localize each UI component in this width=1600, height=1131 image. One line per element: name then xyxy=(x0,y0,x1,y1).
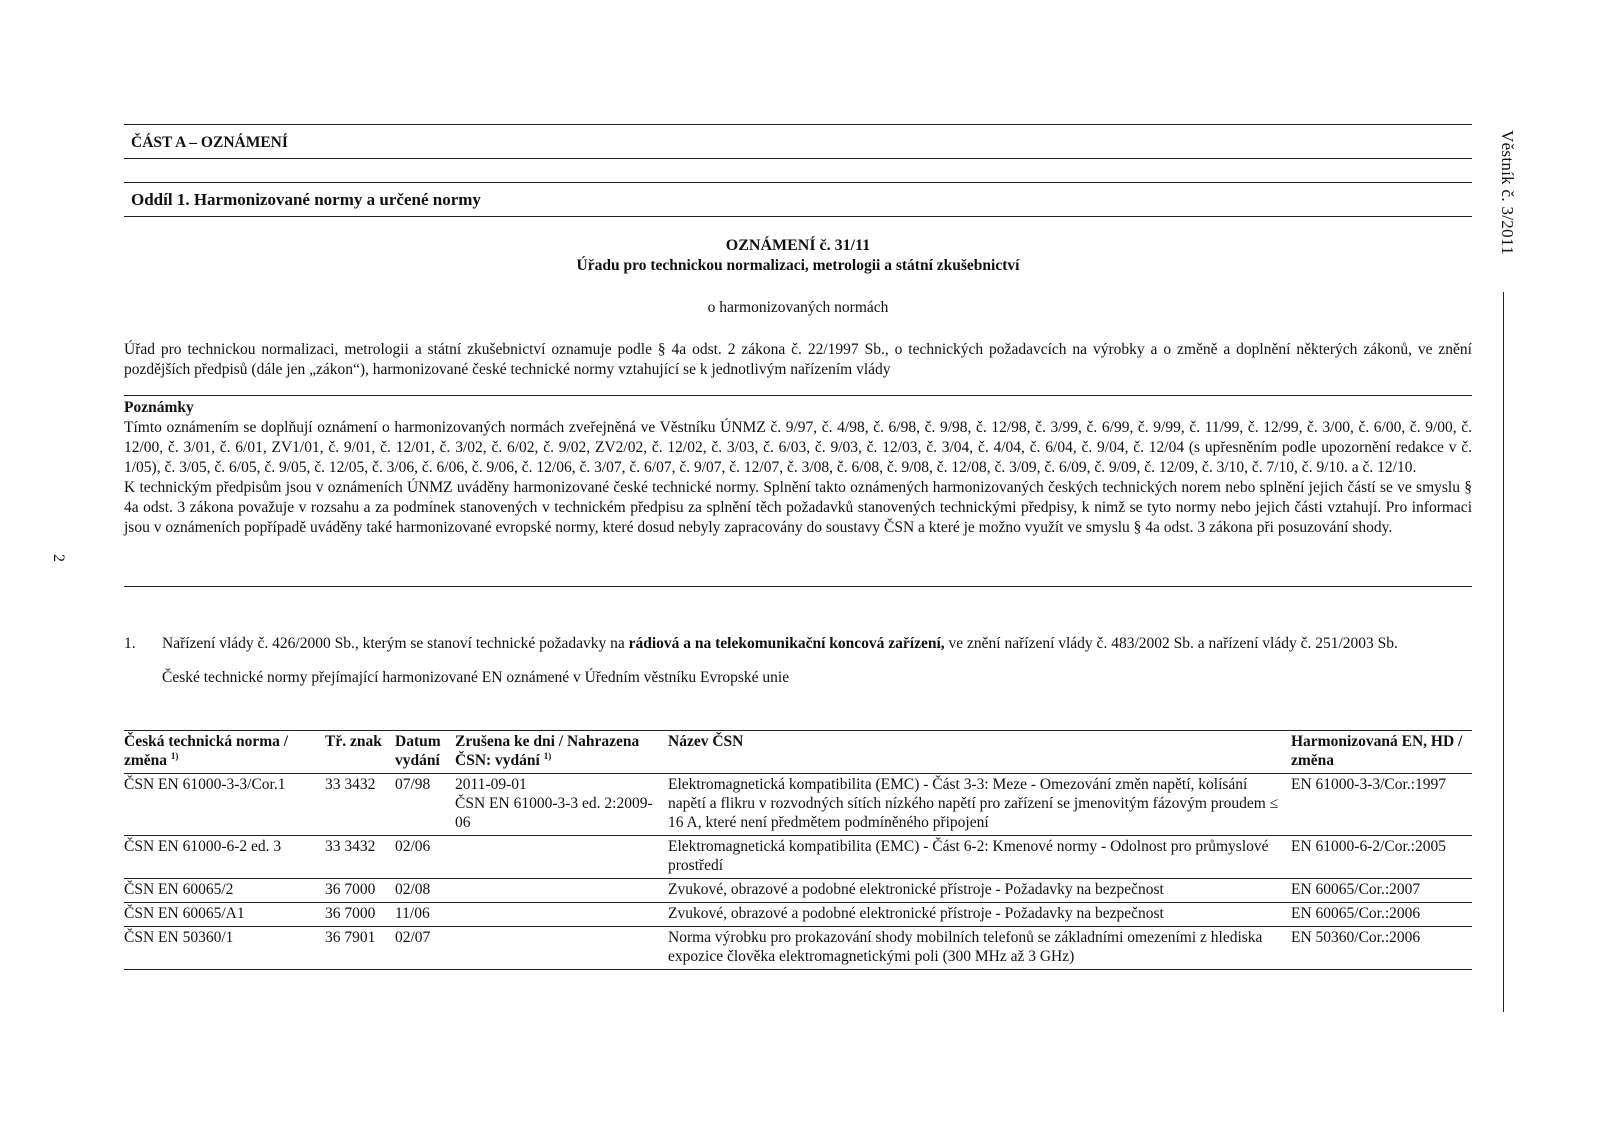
cell-norm: ČSN EN 50360/1 xyxy=(124,929,234,946)
table-row xyxy=(124,903,1472,927)
table-row xyxy=(124,836,1472,879)
divider xyxy=(124,182,1472,183)
cell-norm: ČSN EN 60065/2 xyxy=(124,881,234,898)
cell-norm: ČSN EN 61000-6-2 ed. 3 xyxy=(124,838,282,855)
table-header-row xyxy=(124,731,1472,774)
column-header: Harmonizovaná EN, HD / změna xyxy=(1291,731,1472,774)
item-text: Nařízení vlády č. 426/2000 Sb., kterým se stanoví technické požadavky na rádiová a na telekomunikační koncová zařízení, ve znění nařízení vlády č. 483/2002 Sb. a nařízení vlády č. 251/2003 Sb. xyxy=(162,635,1398,652)
norms-table-wrapper xyxy=(124,730,1472,970)
item-subtitle: České technické normy přejímající harmonizované EN oznámené v Úředním věstníku Evropské unie xyxy=(162,669,790,686)
cell-harmonized-en: EN 60065/Cor.:2007 xyxy=(1291,881,1421,898)
cell-harmonized-en: EN 50360/Cor.:2006 xyxy=(1291,929,1421,946)
notes-paragraph: K technickým předpisům jsou v oznámeních ÚNMZ uváděny harmonizované české technické normy. Splnění takto oznámených harmonizovaných českých technických norem nebo splnění jejich částí se ve smyslu § 4a odst. 3 zákona považuje v rozsahu a za podmínek stanovených v technickém předpisu za splnění těch požadavků stanovených technickými předpisy, k nimž se tyto normy nebo jejich části vztahují. Pro informaci jsou v oznámeních popřípadě uváděny také harmonizované evropské normy, které dosud nebyly zapracovány do soustavy ČSN a které je možno využít ve smyslu § 4a odst. 3 zákona při posuzování shody. xyxy=(124,479,1472,536)
norms-table xyxy=(124,730,1472,970)
cell-class-code: 36 7901 xyxy=(325,929,376,946)
divider xyxy=(124,216,1472,217)
notice-subject: o harmonizovaných normách xyxy=(707,299,889,316)
notice-title: OZNÁMENÍ č. 31/11 xyxy=(725,237,871,254)
cell-issue-date: 11/06 xyxy=(395,905,430,922)
notice-issuer: Úřadu pro technickou normalizaci, metrologii a státní zkušebnictví xyxy=(576,257,1020,274)
column-header: Tř. znak xyxy=(325,731,395,774)
item-number: 1. xyxy=(124,635,136,652)
cell-title: Elektromagnetická kompatibilita (EMC) - Část 3-3: Meze - Omezování změn napětí, kolísání napětí a flikru v rozvodných sítích nízkého napětí pro zařízení se jmenovitým fázovým proudem ≤ 16 A, které není předmětem podmíněného připojení xyxy=(668,776,1279,831)
cell-class-code: 33 3432 xyxy=(325,776,376,793)
cell-cancelled xyxy=(455,927,668,970)
bulletin-issue-label: Věstník č. 3/2011 xyxy=(1498,130,1517,255)
cell-issue-date: 07/98 xyxy=(395,776,431,793)
column-header: Název ČSN xyxy=(668,731,1291,774)
list-item xyxy=(124,634,1472,688)
margin-rule xyxy=(1503,292,1504,1012)
divider xyxy=(124,158,1472,159)
cell-norm: ČSN EN 61000-3-3/Cor.1 xyxy=(124,776,286,793)
intro-paragraph: Úřad pro technickou normalizaci, metrologii a státní zkušebnictví oznamuje podle § 4a odst. 2 zákona č. 22/1997 Sb., o technických požadavcích na výrobky a o změně a doplnění některých zákonů, ve znění pozdějších předpisů (dále jen „zákon“), harmonizované české technické normy vztahující se k jednotlivým nařízením vlády xyxy=(124,341,1472,378)
cell-harmonized-en: EN 61000-6-2/Cor.:2005 xyxy=(1291,838,1446,855)
notes-box xyxy=(124,398,1472,538)
cell-cancelled xyxy=(455,903,668,927)
cell-title: Zvukové, obrazové a podobné elektronické přístroje - Požadavky na bezpečnost xyxy=(668,905,1164,922)
table-row xyxy=(124,774,1472,836)
cell-cancelled xyxy=(455,879,668,903)
cell-norm: ČSN EN 60065/A1 xyxy=(124,905,245,922)
part-title: ČÁST A – OZNÁMENÍ xyxy=(131,134,288,151)
cell-cancelled xyxy=(455,836,668,879)
cell-title: Elektromagnetická kompatibilita (EMC) - Část 6-2: Kmenové normy - Odolnost pro průmyslové prostředí xyxy=(668,838,1269,874)
table-row xyxy=(124,927,1472,970)
notes-heading: Poznámky xyxy=(124,399,194,416)
page-number: 2 xyxy=(50,554,67,562)
column-header: Datum vydání xyxy=(395,731,455,774)
divider-top xyxy=(124,124,1472,125)
cell-class-code: 36 7000 xyxy=(325,905,376,922)
cell-issue-date: 02/08 xyxy=(395,881,431,898)
section-title: Oddíl 1. Harmonizované normy a určené normy xyxy=(131,190,481,209)
cell-class-code: 36 7000 xyxy=(325,881,376,898)
cell-title: Norma výrobku pro prokazování shody mobilních telefonů se základními omezeními z hlediska expozice člověka elektromagnetickými poli (300 MHz až 3 GHz) xyxy=(668,929,1263,965)
column-header: Česká technická norma / změna $^{1)}$ xyxy=(124,731,325,774)
item-bold-text: rádiová a na telekomunikační koncová zařízení, xyxy=(628,635,945,652)
cell-issue-date: 02/07 xyxy=(395,929,431,946)
table-row xyxy=(124,879,1472,903)
divider xyxy=(124,395,1472,396)
cell-title: Zvukové, obrazové a podobné elektronické přístroje - Požadavky na bezpečnost xyxy=(668,881,1164,898)
cell-issue-date: 02/06 xyxy=(395,838,431,855)
cell-harmonized-en: EN 60065/Cor.:2006 xyxy=(1291,905,1421,922)
divider xyxy=(124,586,1472,587)
notes-paragraph: Tímto oznámením se doplňují oznámení o harmonizovaných normách zveřejněná ve Věstníku ÚNMZ č. 9/97, č. 4/98, č. 6/98, č. 9/98, č. 12/98, č. 3/99, č. 6/99, č. 9/99, č. 11/99, č. 12/99, č. 3/00, č. 6/00, č. 9/00, č. 12/00, č. 3/01, č. 6/01, ZV1/01, č. 9/01, č. 12/01, č. 3/02, č. 6/02, č. 9/02, ZV2/02, č. 12/02, č. 3/03, č. 6/03, č. 9/03, č. 12/03, č. 3/04, č. 4/04, č. 6/04, č. 9/04, č. 12/04 (s upřesněním podle upozornění redakce v č. 1/05), č. 3/05, č. 6/05, č. 9/05, č. 12/05, č. 3/06, č. 6/06, č. 9/06, č. 12/06, č. 3/07, č. 6/07, č. 9/07, č. 12/07, č. 3/08, č. 6/08, č. 9/08, č. 12/08, č. 3/09, č. 6/09, č. 9/09, č. 12/09, č. 3/10, č. 7/10, č. 9/10. a č. 12/10. xyxy=(124,419,1472,476)
column-header: Zrušena ke dni / Nahrazena ČSN: vydání $^{1)}$ xyxy=(455,731,668,774)
cell-cancelled: 2011-09-01 ČSN EN 61000-3-3 ed. 2:2009-06 xyxy=(455,776,653,831)
cell-class-code: 33 3432 xyxy=(325,838,376,855)
cell-harmonized-en: EN 61000-3-3/Cor.:1997 xyxy=(1291,776,1446,793)
